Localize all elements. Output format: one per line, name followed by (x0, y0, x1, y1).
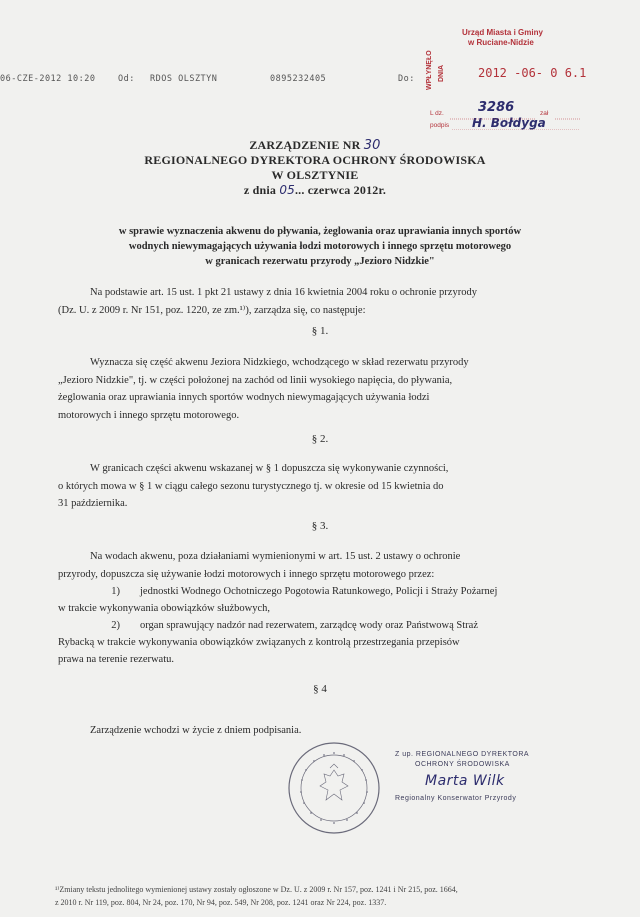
item-line: organ sprawujący nadzór nad rezerwatem, zarządcę wody oraz Państwową Straż (140, 620, 478, 631)
section-2-body (58, 460, 598, 513)
title-line2: REGIONALNEGO DYREKTORA OCHRONY ŚRODOWISKA (144, 153, 486, 167)
stamp-podpis-label: podpis (430, 122, 450, 129)
stamp-date: 2012 -06- 0 6.1 (478, 66, 587, 80)
item-number: 1) (111, 586, 120, 597)
preamble-line1: Na podstawie art. 15 ust. 1 pkt 21 ustawy z dnia 16 kwietnia 2004 roku o ochronie przyrody (90, 287, 477, 298)
fax-sender: RDOS OLSZTYN (150, 74, 218, 84)
section-2-line: o których mowa w § 1 w ciągu całego sezonu turystycznego tj. w okresie od 15 kwietnia do (58, 480, 444, 492)
section-3-line: przyrody, dopuszcza się używanie łodzi motorowych i innego sprzętu motorowego przez: (58, 568, 435, 580)
stamp-office-line1: Urząd Miasta i Gminy (462, 28, 543, 37)
section-3-item-1 (58, 583, 598, 617)
title-day: 05 (279, 183, 295, 197)
signature-line2: OCHRONY ŚRODOWISKA (415, 761, 510, 768)
title-date-prefix: z dnia (243, 183, 280, 197)
section-1-title: § 1. (311, 325, 329, 337)
footnote-line2: z 2010 r. Nr 119, poz. 804, Nr 24, poz. 170, Nr 94, poz. 549, Nr 208, poz. 1241 oraz Nr 224, poz. 1337. (55, 898, 387, 907)
item-line: jednostki Wodnego Ochotniczego Pogotowia Ratunkowego, Policji i Straży Pożarnej (140, 586, 498, 597)
section-1-line: żeglowania oraz uprawiania innych sportów wodnych niewymagających używania łodzi (58, 392, 430, 403)
section-3-item-2 (58, 617, 598, 668)
fax-from-label: Od: (118, 74, 135, 84)
section-1-body (58, 354, 598, 424)
signature-line1: Z up. REGIONALNEGO DYREKTORA (395, 751, 530, 758)
section-2-title: § 2. (311, 433, 329, 445)
section-4-title: § 4 (313, 683, 327, 695)
section-3-title: § 3. (311, 520, 329, 532)
section-2-line: W granicach części akwenu wskazanej w § 1 dopuszcza się wykonywanie czynności, (90, 463, 449, 474)
fax-to-label: Do: (398, 74, 415, 84)
official-seal (286, 740, 382, 836)
item-number: 2) (111, 620, 120, 631)
section-1-line: Wyznacza się część akwenu Jeziora Nidzkiego, wchodzącego w skład rezerwatu przyrody (90, 357, 469, 368)
stamp-ldz-label: L dz. (430, 110, 444, 117)
title-date-suffix: ... czerwca 2012r. (294, 183, 387, 197)
document-title (90, 138, 540, 198)
fax-datetime: 06-CZE-2012 10:20 (0, 74, 96, 84)
stamp-ldz-number: 3286 (478, 100, 515, 115)
stamp-podpis-value: H. Bołdyga (472, 116, 546, 130)
received-stamp (420, 20, 590, 130)
item-line: w trakcie wykonywania obowiązków służbowych, (58, 603, 270, 614)
stamp-label-dnia: DNIA (438, 64, 445, 82)
title-line1-prefix: ZARZĄDZENIE NR (249, 138, 364, 152)
document-subject (30, 224, 610, 269)
signature-handwritten: Marta Wilk (425, 773, 505, 789)
title-line3: W OLSZTYNIE (271, 168, 359, 182)
stamp-zal-label: zał (540, 110, 549, 117)
subject-line2: wodnych niewymagających używania łodzi motorowych i innego sprzętu motorowego (128, 241, 512, 252)
section-3-line: Na wodach akwenu, poza działaniami wymienionymi w art. 15 ust. 2 ustawy o ochronie (90, 551, 461, 562)
item-line: prawa na terenie rezerwatu. (58, 654, 175, 665)
section-1-line: motorowych i innego sprzętu motorowego. (58, 409, 240, 421)
preamble (58, 284, 598, 319)
section-4-body: Zarządzenie wchodzi w życie z dniem podpisania. (90, 725, 302, 736)
signature-block (395, 750, 529, 804)
signature-line3: Regionalny Konserwator Przyrody (395, 795, 517, 802)
fax-number: 0895232405 (270, 74, 327, 84)
title-number: 30 (363, 138, 381, 153)
footnote (55, 885, 625, 907)
section-1-line: „Jezioro Nidzkie", tj. w części położonej na zachód od linii wysokiego napięcia, do pływania, (58, 374, 453, 386)
section-3-body (58, 548, 598, 583)
preamble-line2: (Dz. U. z 2009 r. Nr 151, poz. 1220, ze zm.¹⁾), zarządza się, co następuje: (58, 304, 366, 316)
subject-line1: w sprawie wyznaczenia akwenu do pływania, żeglowania oraz uprawiania innych sportów (118, 226, 522, 237)
subject-line3: w granicach rezerwatu przyrody „Jezioro Nidzkie" (205, 256, 435, 267)
stamp-office-line2: w Ruciane-Nidzie (468, 38, 534, 47)
footnote-line1: ¹⁾Zmiany tekstu jednolitego wymienionej ustawy zostały ogłoszone w Dz. U. z 2009 r. Nr 157, poz. 1241 i Nr 215, poz. 1664, (55, 885, 458, 894)
stamp-lines (420, 20, 590, 130)
item-line: Rybacką w trakcie wykonywania obowiązków związanych z kontrolą przestrzegania przepisów (58, 637, 460, 648)
section-2-line: 31 października. (58, 498, 128, 509)
stamp-label-wplynelo: WPŁYNĘŁO (426, 50, 433, 90)
